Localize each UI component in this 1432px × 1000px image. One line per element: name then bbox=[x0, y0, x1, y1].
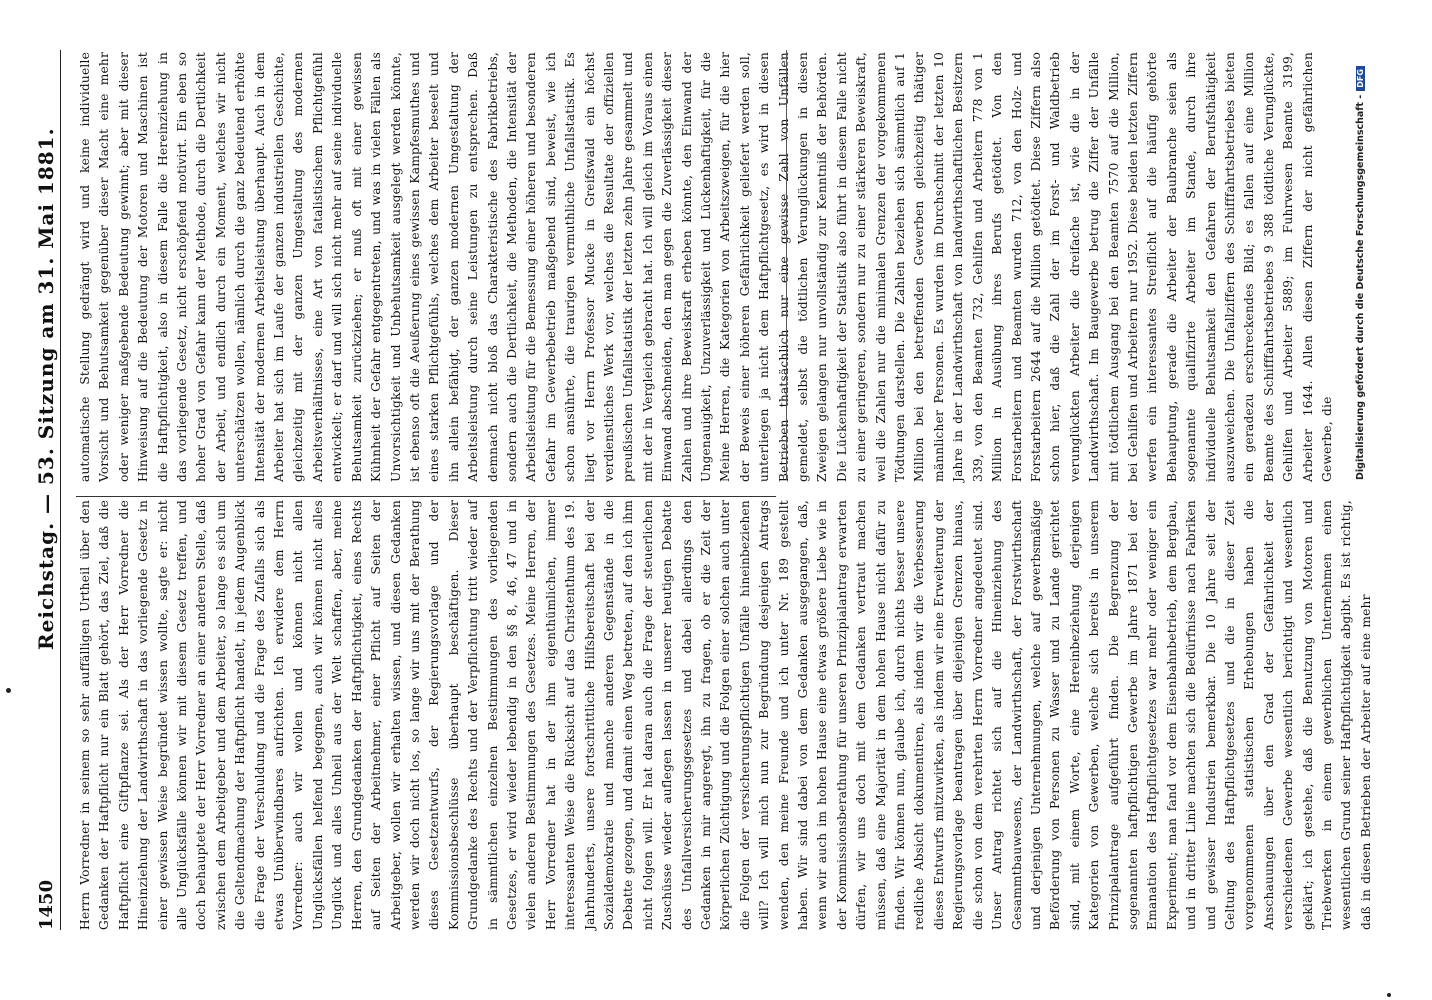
column-divider bbox=[76, 496, 776, 497]
header-rule bbox=[60, 50, 61, 930]
text-column-left: Herrn Vorredner in seinem so sehr auffälligen Urtheil über den Gedanken der Haftpflicht nur ein Blatt gehört, das Ziel, daß die Haftpflicht eine Giftpflanze sei. Als der Herr Vorredner die Hineinziehung der Landwirthschaft in das vorliegende Gesetz in einer gewissen Weise begründet wissen wollte, sagte er: nicht alle Unglücksfälle können wir mit diesem Gesetz treffen, und doch behauptete der Herr Vorredner an einer anderen Stelle, daß zwischen dem Arbeitgeber und dem Arbeiter, so lange es sich um die Geltendmachung der Haftpflicht handelt, in jedem Augenblick die Frage der Verschuldung und die Frage des Zufalls sich als etwas Unüberwindbares aufrichten. Ich erwidere dem Herrn Vorredner: auch wir wollen und können nicht allen Unglücksfällen helfend begegnen, auch wir können nicht alles Unglück und alles Unheil aus der Welt schaffen, aber, meine Herren, den Grundgedanken der Haftpflichtigkeit, eines Rechts auf Seiten der Arbeitnehmer, einer Pflicht auf Seiten der Arbeitgeber, wollen wir erhalten wissen, und diesen Gedanken werden wir doch nicht los, so lange wir uns mit der Berathung dieses Gesetzentwurfs, der Regierungsvorlage und der Kommissionsbeschlüsse überhaupt beschäftigen. Dieser Grundgedanke des Rechts und der Verpflichtung tritt wieder auf in sämmtlichen einzelnen Bestimmungen des vorliegenden Gesetzes, er wird wieder lebendig in den §§ 8, 46, 47 und in vielen anderen Bestimmungen des Gesetzes. Meine Herren, der Herr Vorredner hat in der ihm eigenthümlichen, immer interessanten Weise die Rücksicht auf das Christenthum des 19. Jahrhunderts, unsere fortschrittliche Hilfsbereitschaft bei der Sozialdemokratie und manche anderen Gegenstände in die Debatte gezogen, und damit einen Weg betreten, auf den ich ihm nicht folgen will. Er hat daran auch die Frage der steuerlichen Zuschüsse wieder auflegen lassen in unserer heutigen Debatte des Unfallversicherungsgesetzes und dabei allerdings den Gedanken in mir angeregt, ihn zu fragen, ob er die Zeit der körperlichen Züchtigung und die Folgen einer solchen auch unter die Folgen der versicherungspflichtigen Unfälle hineinbeziehen will? Ich will mich nun zur Begründung desjenigen Antrags wenden, den meine Freunde und ich unter Nr. 189 gestellt haben. Wir sind dabei von dem Gedanken ausgegangen, daß, wenn wir auch im hohen Hause eine etwas größere Liebe wie in der Kommissionsberathung für unseren Prinzipialantrag erwarten dürfen, wir uns doch mit dem Gedanken vertraut machen müssen, daß eine Majorität in dem hohen Hause nicht dafür zu finden. Wir können nun, glaube ich, durch nichts besser unsere redliche Absicht dokumentiren, als indem wir die Verbesserung dieses Entwurfs mitzuwirken, als indem wir eine Erweiterung der Regierungsvorlage beantragen über diejenigen Grenzen hinaus, die schon von dem verehrten Herrn Vorredner angedeutet sind. Unser Antrag richtet sich auf die Hineinziehung des Gesammtbauwesens, der Landwirthschaft, der Forstwirthschaft und derjenigen Unternehmungen, welche auf gewerbsmäßige Beförderung von Personen zu Wasser und zu Lande gerichtet sind, mit einem Worte, eine Hereinbeziehung derjenigen Kategorien von Gewerben, welche sich bereits in unserem Prinzipalantrage aufgeführt finden. Die Begrenzung der sogenannten haftpflichtigen Gewerbe im Jahre 1871 bei der Emanation des Haftpflichtgesetzes war mehr oder weniger ein Experiment; man fand vor dem Eisenbahnbetrieb, dem Bergbau, und in dritter Linie machten sich die Bedürfnisse nach Fabriken und gewisser Industrien bemerkbar. Die 10 Jahre seit der Geltung des Haftpflichtgesetzes und die in dieser Zeit vorgenommenen statistischen Erhebungen haben die Anschauungen über den Grad der Gefährlichkeit der verschiedenen Gewerbe wesentlich berichtigt und wesentlich geklärt; ich gestehe, daß die Benutzung von Motoren und Triebwerken in einem gewerblichen Unternehmen einen wesentlichen Grund seiner Haftpflichtigkeit abgibt. Es ist richtig, daß in diesen Betrieben der Arbeiter auf eine mehr bbox=[78, 500, 1373, 930]
bottom-rule bbox=[786, 50, 787, 480]
page-number: 1450 bbox=[36, 879, 57, 930]
page-header bbox=[30, 0, 70, 1000]
page-title: Reichstag. — 53. Sitzung am 31. Mai 1881. bbox=[34, 127, 58, 650]
text-column-right: automatische Stellung gedrängt wird und keine individuelle Vorsicht und Behutsamkeit gegenüber dieser Macht eine mehr oder weniger maßgebende Bedeutung gewinnt; aber mit dieser Hinweisung auf die Bedeutung der Motoren und Maschinen ist die Haftpflichtigkeit, also in diesem Falle die Hereinziehung in das vorliegende Gesetz, nicht erschöpfend motivirt. Ein eben so hoher Grad von Gefahr kann der Methode, durch die Dertlichkeit der Arbeit, und endlich durch ein Moment, welches wir nicht unterschätzen wollen, nämlich durch die ganz bedeutend erhöhte Intensität der modernen Arbeitsleistung überhaupt. Auch in dem Arbeiter hat sich im Laufe der ganzen industriellen Geschichte, gleichzeitig mit der ganzen Umgestaltung des modernen Arbeitsverhältnisses, eine Art von fatalistischem Pflichtgefühl entwickelt; er darf und will sich nicht mehr auf seine individuelle Behutsamkeit zurückziehen; er muß oft mit einer gewissen Kühnheit der Gefahr entgegentreten, und was in vielen Fällen als Unvorsichtigkeit und Unbehutsamkeit ausgelegt werden könnte, ist ebenso oft die Aeußerung eines gewissen Kampfesmuthes und eines starken Pflichtgefühls, welches dem Arbeiter beseelt und ihn allein befähigt, der ganzen modernen Umgestaltung der Arbeitsleistung durch seine Leistungen zu entsprechen. Daß demnach nicht bloß das Charakteristische des Fabrikbetriebs, sondern auch die Dertlichkeit, die Methoden, die Intensität der Arbeitsleistung für die Bemessung einer höheren und besonderen Gefahr im Gewerbebetrieb maßgebend sind, beweist, wie ich schon ansührte, die traurigen vermuthliche Unfallstatistik. Es liegt vor Herrn Professor Mucke in Greifswald ein höchst verdienstliches Werk vor, welches die Resultate der offiziellen preußischen Unfallstatistik der letzten zehn Jahre gesammelt und mit der in Vergleich gebracht hat. Ich will gleich im Voraus einen Einwand abschneiden, den man gegen die Zuverlässigkeit dieser Zahlen und ihre Beweiskraft erheben könnte, den Einwand der Ungenauigkeit, Unzuverlässigkeit und Lückenhaftigkeit, für die Meine Herren, die Kategorien von Arbeitszweigen, für die hier der Beweis einer höheren Gefährlichkeit geliefert werden soll, unterliegen ja nicht dem Haftpflichtgesetz, es wird in diesen Betrieben thatsächlich nur eine gewisse Zahl von Unfällen gemeldet, selbst die tödtlichen Verunglückungen in diesen Zweigen gelangen nur unvollständig zur Kenntniß der Behörden. Die Lückenhaftigkeit der Statistik also führt in diesem Falle nicht zu einer geringeren, sondern nur zu einer stärkeren Beweiskraft, weil die Zahlen nur die minimalen Grenzen der vorgekommenen Tödtungen darstellen. Die Zahlen beziehen sich sämmtlich auf 1 Million bei den betreffenden Gewerben gleichzeitig thätiger männlicher Personen. Es wurden im Durchschnitt der letzten 10 Jahre in der Landwirthschaft von landwirthschaftlichen Besitzern 339, von den Beamten 732, Gehilfen und Arbeitern 778 von 1 Million in Ausübung ihres Berufs getödtet. Von den Forstarbeitern und Beamten wurden 712, von den Holz- und Forstarbeitern 2644 auf die Million getödtet. Diese Ziffern also schon hier, daß die Zahl der im Forst- und Waldbetrieb verunglückten Arbeiter die dreifache ist, wie die in der Landwirthschaft. Im Baugewerbe betrug die Ziffer der Unfälle mit tödtlichem Ausgang bei den Beamten 7570 auf die Million, bei Gehilfen und Arbeitern nur 1952. Diese beiden letzten Ziffern werfen ein interessantes Streiflicht auf die häufig gehörte Behauptung, gerade die Arbeiter der Baubranche seien als sogenannte qualifizirte Arbeiter im Stande, durch ihre individuelle Behutsamkeit den Gefahren der Berufsthätigkeit auszuweichen. Die Unfallziffern des Schifffahrtsbetriebes bieten ein geradezu erschreckendes Bild; es fallen auf eine Million Beamte des Schifffahrtsbetriebes 9 388 tödtliche Verunglückte, Gehilfen und Arbeiter 5889; im Fuhrwesen Beamte 3199, Arbeiter 1644. Allen diesen Ziffern der nicht gefährlichen Gewerbe, die bbox=[78, 52, 1334, 482]
scan-speck bbox=[6, 688, 11, 693]
scan-speck bbox=[1387, 993, 1391, 997]
credit-text: Digitalisierung gefördert durch die Deutsche Forschungsgemeinschaft - bbox=[1355, 94, 1366, 480]
digitization-credit bbox=[1355, 40, 1366, 480]
dfg-logo: DFG bbox=[1356, 66, 1365, 91]
